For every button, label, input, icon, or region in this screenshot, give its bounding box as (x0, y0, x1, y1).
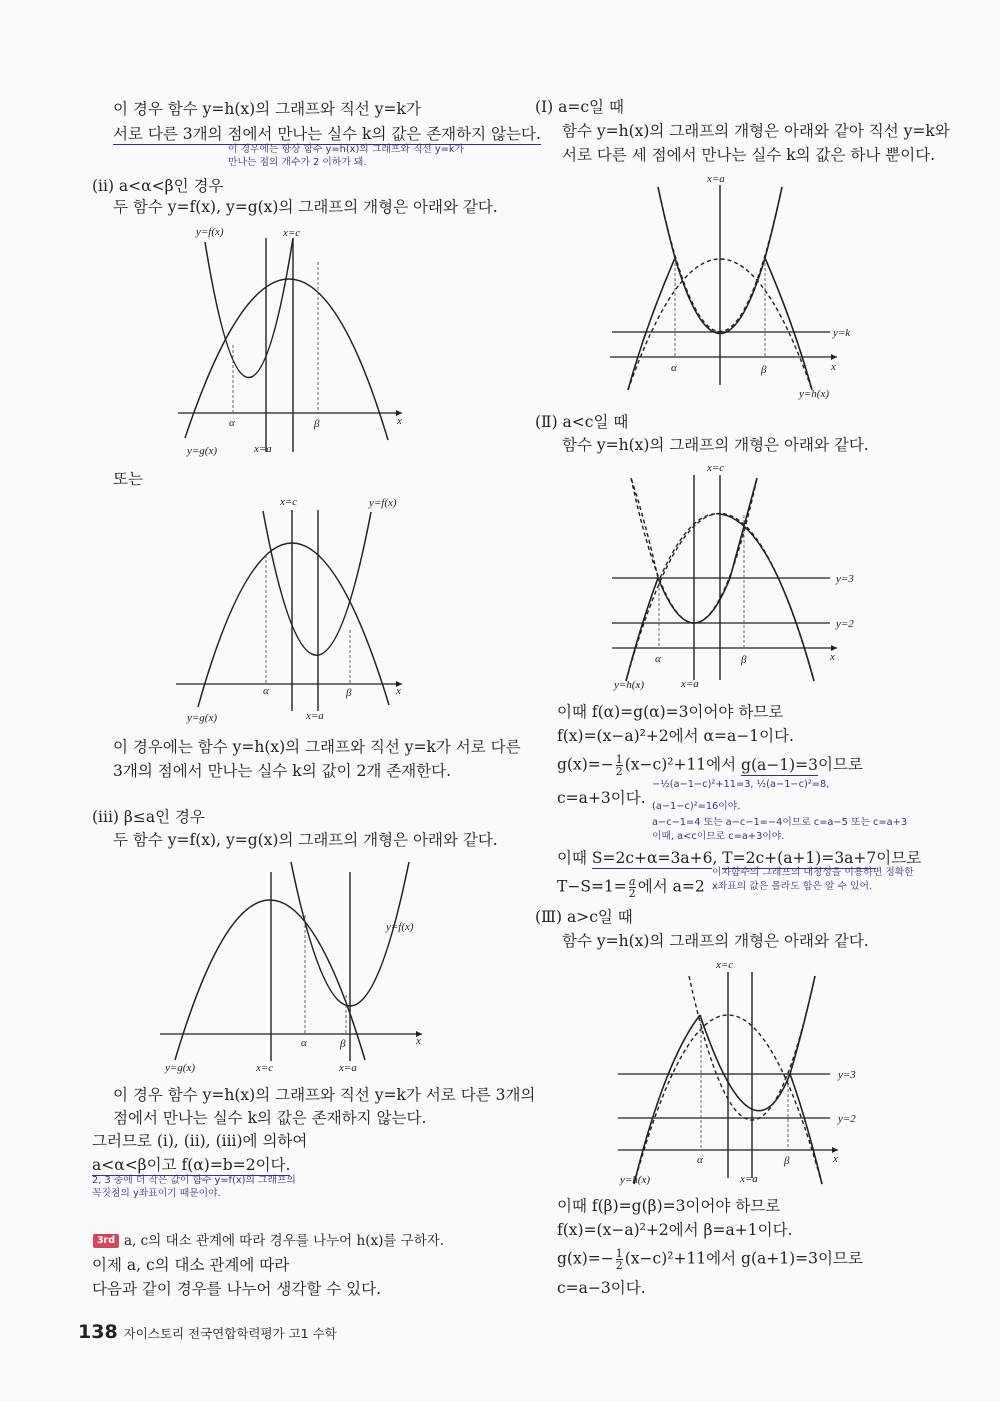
case-II-eq3 (557, 754, 863, 777)
case-I-title: (Ⅰ) a=c일 때 (535, 98, 624, 116)
label-beta: β (741, 654, 747, 666)
note2-line1: 2, 3 중에 더 작은 값이 함수 y=f(x)의 그래프의 (92, 1175, 296, 1186)
note3-line2: (a−1−c)²=16이야. (652, 801, 741, 812)
label-beta: β (314, 418, 320, 430)
label-x: x (833, 1153, 838, 1165)
label-beta: β (761, 364, 767, 376)
c3eq3-prefix: g(x)=− (557, 1249, 614, 1268)
case-II-eq4: c=a+3이다. (557, 789, 646, 807)
label-beta: β (784, 1155, 790, 1167)
eq3-end: 이므로 (818, 755, 863, 774)
case-II-eq5: 이때 S=2c+α=3a+6, T=2c+(a+1)=3a+7이므로 (557, 849, 922, 867)
label-yf: y=f(x) (386, 921, 414, 933)
eq6-fraction (629, 876, 636, 899)
para1-underlined: 서로 다른 3개의 점에서 만나는 실수 k의 값은 존재하지 않는다. (113, 125, 541, 143)
case-II-title: (Ⅱ) a<c일 때 (535, 413, 629, 431)
case2-title: (ii) a<α<β인 경우 (92, 177, 224, 195)
label-y3: y=3 (838, 1069, 856, 1081)
h-right-g (765, 258, 812, 390)
eq6-post: 에서 a=2 (637, 877, 705, 896)
h-left-g (628, 258, 675, 390)
note1-line1: 이 경우에는 항상 함수 y=h(x)의 그래프와 직선 y=k가 (228, 144, 465, 155)
label-xc: x=c (716, 959, 734, 971)
label-yk: y=k (833, 327, 851, 339)
label-x: x (416, 1035, 421, 1047)
curve-g (185, 279, 388, 440)
case2-description: 두 함수 y=f(x), y=g(x)의 그래프의 개형은 아래와 같다. (113, 198, 498, 216)
case-II-eq6 (557, 876, 705, 899)
h-right-g (790, 1074, 822, 1184)
conclusion-underlined: a<α<β이고 f(α)=b=2이다. (92, 1156, 291, 1174)
label-alpha: α (301, 1037, 307, 1049)
case3-title: (iii) β≤a인 경우 (92, 808, 205, 826)
note3-line3: a−c−1=4 또는 a−c−1=−4이므로 c=a−5 또는 c=a+3 (652, 817, 908, 828)
label-beta: β (346, 687, 352, 699)
step-tag: 3rd (93, 1234, 119, 1248)
label-xa: x=a (306, 710, 324, 722)
graph-case-I (600, 168, 870, 408)
curve-g (175, 900, 365, 1060)
case-I-line1: 함수 y=h(x)의 그래프의 개형은 아래와 같아 직선 y=k와 (562, 122, 950, 140)
graph-case2-b (170, 490, 410, 730)
eq6-frac-den: 2 (628, 887, 636, 900)
eq5-underlined-S: S=2c+α=3a+6 (591, 849, 713, 867)
case-II-eq1: 이때 f(α)=g(α)=3이어야 하므로 (557, 703, 784, 721)
label-yh: y=h(x) (799, 388, 830, 400)
label-yf: y=f(x) (196, 226, 224, 238)
label-xc: x=c (283, 227, 301, 239)
curve-f (205, 238, 293, 378)
case-III-title: (Ⅲ) a>c일 때 (535, 908, 633, 926)
eq5-prefix: 이때 (557, 849, 587, 867)
label-y3: y=3 (836, 573, 854, 585)
graph-case-III (610, 953, 870, 1188)
case3-description: 두 함수 y=f(x), y=g(x)의 그래프의 개형은 아래와 같다. (113, 831, 498, 849)
label-x: x (397, 415, 402, 427)
label-xc: x=c (256, 1062, 274, 1074)
label-x: x (830, 651, 835, 663)
label-yf: y=f(x) (369, 497, 397, 509)
label-xa: x=a (740, 1173, 758, 1185)
para1-line2 (113, 124, 541, 144)
case-III-eq4: c=a−3이다. (557, 1279, 646, 1297)
para3-line1: 이 경우 함수 y=h(x)의 그래프와 직선 y=k가 서로 다른 3개의 (113, 1086, 536, 1104)
case-III-eq2: f(x)=(x−a)²+2에서 β=a+1이다. (557, 1221, 793, 1239)
eq3-prefix: g(x)=− (557, 755, 614, 774)
c3eq3-post: (x−c)²+11에서 g(a+1)=3이므로 (624, 1249, 863, 1268)
page-footer (78, 1321, 337, 1343)
case-II-description: 함수 y=h(x)의 그래프의 개형은 아래와 같다. (562, 436, 869, 454)
para3-line2: 점에서 만나는 실수 k의 값은 존재하지 않는다. (113, 1109, 427, 1127)
eq3-frac-den: 2 (615, 765, 623, 778)
label-yh: y=h(x) (620, 1174, 651, 1186)
eq3-frac-num: 1 (615, 753, 623, 766)
graph-case-II (605, 458, 870, 693)
h-middle-f (700, 1015, 790, 1111)
para1-line1: 이 경우 함수 y=h(x)의 그래프와 직선 y=k가 (113, 100, 421, 118)
case-III-description: 함수 y=h(x)의 그래프의 개형은 아래와 같다. (562, 932, 869, 950)
eq5-end: 이므로 (876, 849, 922, 867)
graph-case2-a (170, 222, 410, 462)
label-xa: x=a (254, 443, 272, 455)
label-beta: β (340, 1038, 346, 1050)
case-III-eq1: 이때 f(β)=g(β)=3이어야 하므로 (557, 1197, 781, 1215)
label-xa: x=a (707, 173, 725, 185)
note3-line1: −½(a−1−c)²+11=3, ½(a−1−c)²=8, (652, 779, 830, 790)
book-title: 자이스토리 전국연합학력평가 고1 수학 (123, 1326, 337, 1341)
label-y2: y=2 (838, 1113, 856, 1125)
label-alpha: α (671, 362, 677, 374)
page-number: 138 (78, 1321, 118, 1343)
h-left-g (634, 1015, 700, 1184)
label-yg: y=g(x) (187, 712, 218, 724)
step-heading: a, c의 대소 관계에 따라 경우를 나누어 h(x)를 구하자. (124, 1233, 445, 1249)
curve-f (263, 511, 371, 655)
note1-line2: 만나는 점의 개수가 2 이하가 돼. (228, 157, 367, 168)
label-xc: x=c (707, 462, 725, 474)
label-alpha: α (655, 653, 661, 665)
para3-line3: 그러므로 (i), (ii), (iii)에 의하여 (92, 1132, 308, 1150)
h-right-branch (765, 187, 782, 258)
h-right-g (720, 514, 814, 681)
label-alpha: α (263, 685, 269, 697)
label-x: x (831, 361, 836, 373)
note2-line2: 꼭짓점의 y좌표이기 때문이야. (92, 1188, 221, 1199)
g-top-dashed (660, 514, 720, 578)
case-III-eq3 (557, 1248, 863, 1271)
label-alpha: α (229, 417, 235, 429)
eq3-post: (x−c)²+11에서 (624, 755, 737, 774)
eq3-fraction (616, 754, 623, 777)
h-left-branch (658, 187, 675, 258)
c3eq3-fraction (616, 1248, 623, 1271)
label-y2: y=2 (836, 618, 854, 630)
note4-line2: x좌표의 값은 몰라도 합은 알 수 있어. (712, 881, 873, 892)
eq3-underlined: g(a−1)=3 (741, 755, 819, 774)
para4-line1: 이제 a, c의 대소 관계에 따라 (92, 1256, 290, 1274)
eq5-underlined-T: T=2c+(a+1)=3a+7 (722, 849, 877, 867)
para2-line2: 3개의 점에서 만나는 실수 k의 값이 2개 존재한다. (113, 762, 452, 780)
note4-line1: 이차함수의 그래프의 대칭성을 이용하면 정확한 (712, 867, 914, 878)
para3-line4 (92, 1155, 290, 1175)
c3eq3-frac-den: 2 (615, 1259, 623, 1272)
label-yg: y=g(x) (187, 445, 218, 457)
para2-line1: 이 경우에는 함수 y=h(x)의 그래프와 직선 y=k가 서로 다른 (113, 738, 521, 756)
h-right-f (730, 478, 757, 578)
label-alpha: α (697, 1154, 703, 1166)
case-II-eq2: f(x)=(x−a)²+2에서 α=a−1이다. (557, 727, 794, 745)
label-yh: y=h(x) (614, 679, 645, 691)
note3-line4: 이때, a<c이므로 c=a+3이야. (652, 831, 785, 842)
label-x: x (396, 685, 401, 697)
case-I-line2: 서로 다른 세 점에서 만나는 실수 k의 값은 하나 뿐이다. (562, 146, 936, 164)
label-xc: x=c (280, 496, 298, 508)
label-yg: y=g(x) (165, 1062, 196, 1074)
c3eq3-frac-num: 1 (615, 1247, 623, 1260)
label-xa: x=a (339, 1062, 357, 1074)
eq6-frac-num: a (629, 875, 636, 888)
or-text: 또는 (113, 470, 143, 488)
para4-line2: 다음과 같이 경우를 나누어 생각할 수 있다. (92, 1280, 382, 1298)
h-left-g (626, 578, 658, 681)
eq6-prefix: T−S=1= (557, 877, 627, 896)
curve-g (198, 543, 389, 707)
graph-case3 (155, 855, 430, 1080)
label-xa: x=a (681, 678, 699, 690)
